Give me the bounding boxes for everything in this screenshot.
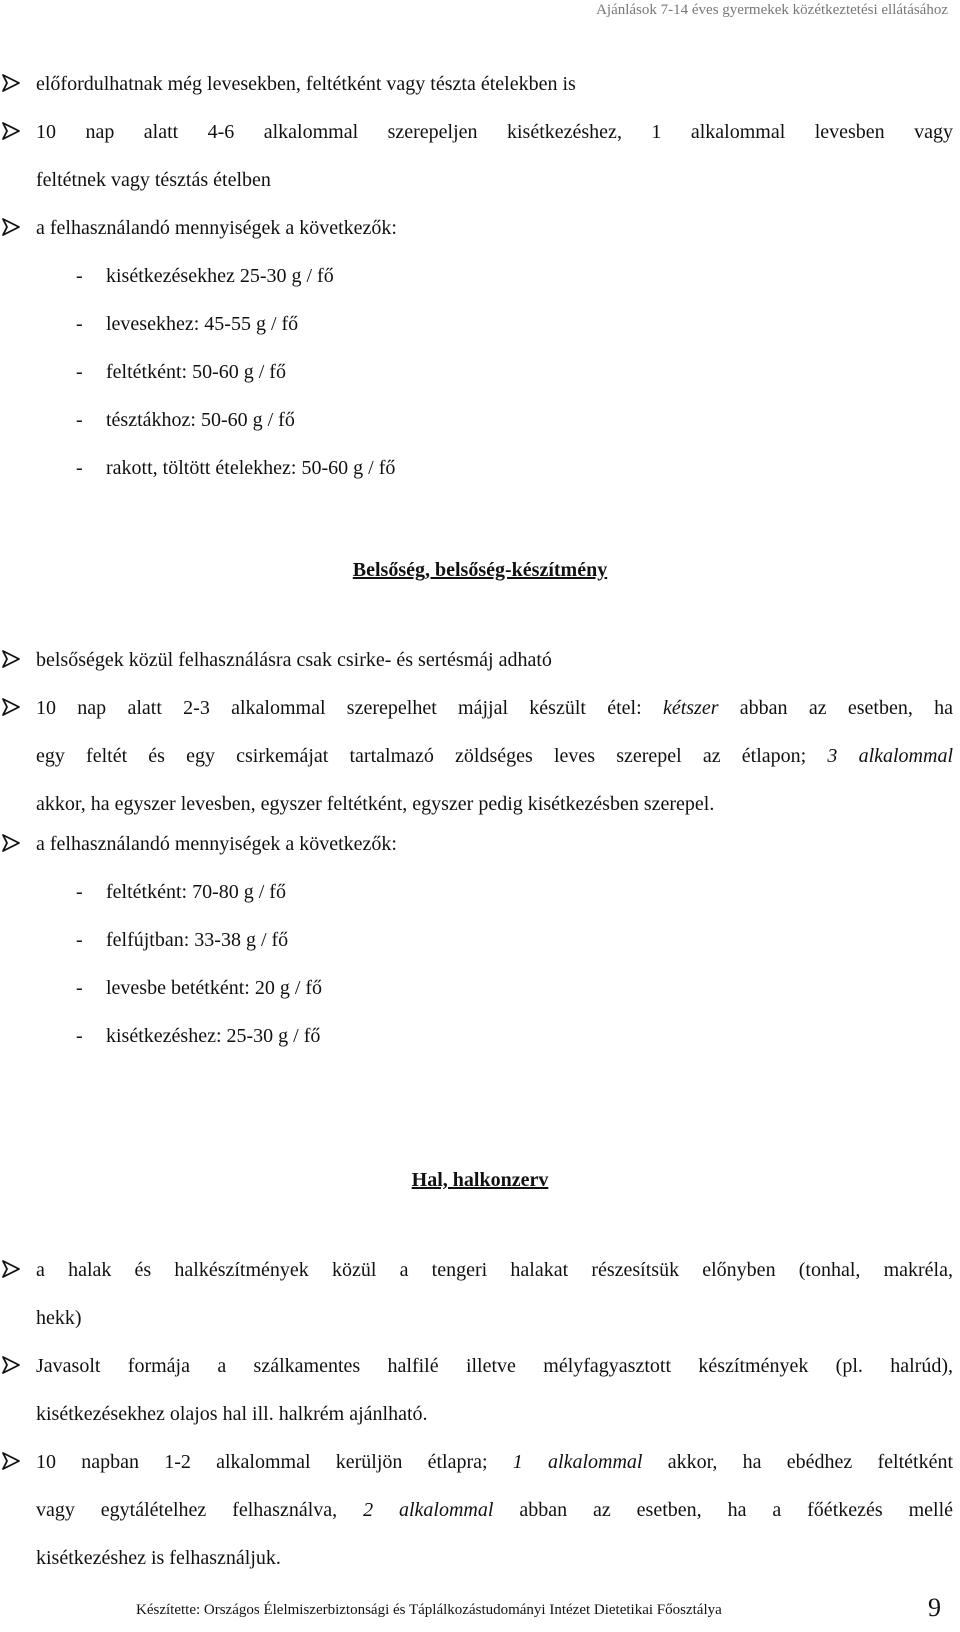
bullet-text: 10 napban 1-2 alkalommal kerüljön étlapra; 1 alkalommal akkor, ha ebédhez feltétként <box>36 1451 954 1473</box>
quantity-text: kisétkezéshez: 25-30 g / fő <box>106 1025 321 1047</box>
bullet-text: 10 nap alatt 4-6 alkalommal szerepeljen kisétkezéshez, 1 alkalommal levesben vagy <box>36 121 953 143</box>
arrowhead-bullet-icon <box>0 832 22 854</box>
arrowhead-bullet-icon <box>0 648 22 670</box>
quantity-text: levesbe betétként: 20 g / fő <box>106 977 323 999</box>
bullet-text: kisétkezéshez is felhasználjuk. <box>36 1547 281 1569</box>
bullet-text: hekk) <box>36 1307 82 1329</box>
arrowhead-bullet-icon <box>0 696 22 718</box>
quantity-text: feltétként: 50-60 g / fő <box>106 361 286 383</box>
arrowhead-bullet-icon <box>0 1258 22 1280</box>
quantity-text: kisétkezésekhez 25-30 g / fő <box>106 265 334 287</box>
quantity-text: tésztákhoz: 50-60 g / fő <box>106 409 295 431</box>
bullet-text: Javasolt formája a szálkamentes halfilé illetve mélyfagyasztott készítmények (pl. halrúd), <box>36 1355 953 1377</box>
bullet-text: a felhasználandó mennyiségek a következők: <box>36 217 397 239</box>
quantity-text: levesekhez: 45-55 g / fő <box>106 313 299 335</box>
arrowhead-bullet-icon <box>0 120 22 142</box>
quantity-text: felfújtban: 33-38 g / fő <box>106 929 289 951</box>
bullet-text: a halak és halkészítmények közül a tengeri halakat részesítsük előnyben (tonhal, makréla, <box>36 1259 953 1281</box>
quantity-text: rakott, töltött ételekhez: 50-60 g / fő <box>106 457 396 479</box>
arrowhead-bullet-icon <box>0 72 22 94</box>
arrowhead-bullet-icon <box>0 1450 22 1472</box>
bullet-text: a felhasználandó mennyiségek a következők: <box>36 833 397 855</box>
bullet-text: feltétnek vagy tésztás ételben <box>36 169 271 191</box>
bullet-text: vagy egytálételhez felhasználva, 2 alkalommal abban az esetben, ha a főétkezés mellé <box>36 1499 953 1521</box>
bullet-text: egy feltét és egy csirkemájat tartalmazó zöldséges leves szerepel az étlapon; 3 alkalommal <box>36 745 954 767</box>
arrowhead-bullet-icon <box>0 216 22 238</box>
arrowhead-bullet-icon <box>0 1354 22 1376</box>
running-header: Ajánlások 7-14 éves gyermekek közétkeztetési ellátásához <box>596 2 948 18</box>
quantity-text: feltétként: 70-80 g / fő <box>106 881 286 903</box>
bullet-text: 10 nap alatt 2-3 alkalommal szerepelhet májjal készült étel: kétszer abban az esetben, ha <box>36 697 953 719</box>
section-heading: Belsőség, belsőség-készítmény <box>352 559 608 581</box>
bullet-text: kisétkezésekhez olajos hal ill. halkrém ajánlható. <box>36 1403 428 1425</box>
page-number: 9 <box>928 1593 941 1622</box>
bullet-text: akkor, ha egyszer levesben, egyszer feltétként, egyszer pedig kisétkezésben szerepel. <box>36 793 715 815</box>
section-heading: Hal, halkonzerv <box>411 1169 549 1191</box>
bullet-text: előfordulhatnak még levesekben, feltétként vagy tészta ételekben is <box>36 73 576 95</box>
bullet-text: belsőségek közül felhasználásra csak csirke- és sertésmáj adható <box>36 649 552 671</box>
page-footer: Készítette: Országos Élelmiszerbiztonsági és Táplálkozástudományi Intézet Dietetikai Főosztálya <box>136 1602 722 1618</box>
